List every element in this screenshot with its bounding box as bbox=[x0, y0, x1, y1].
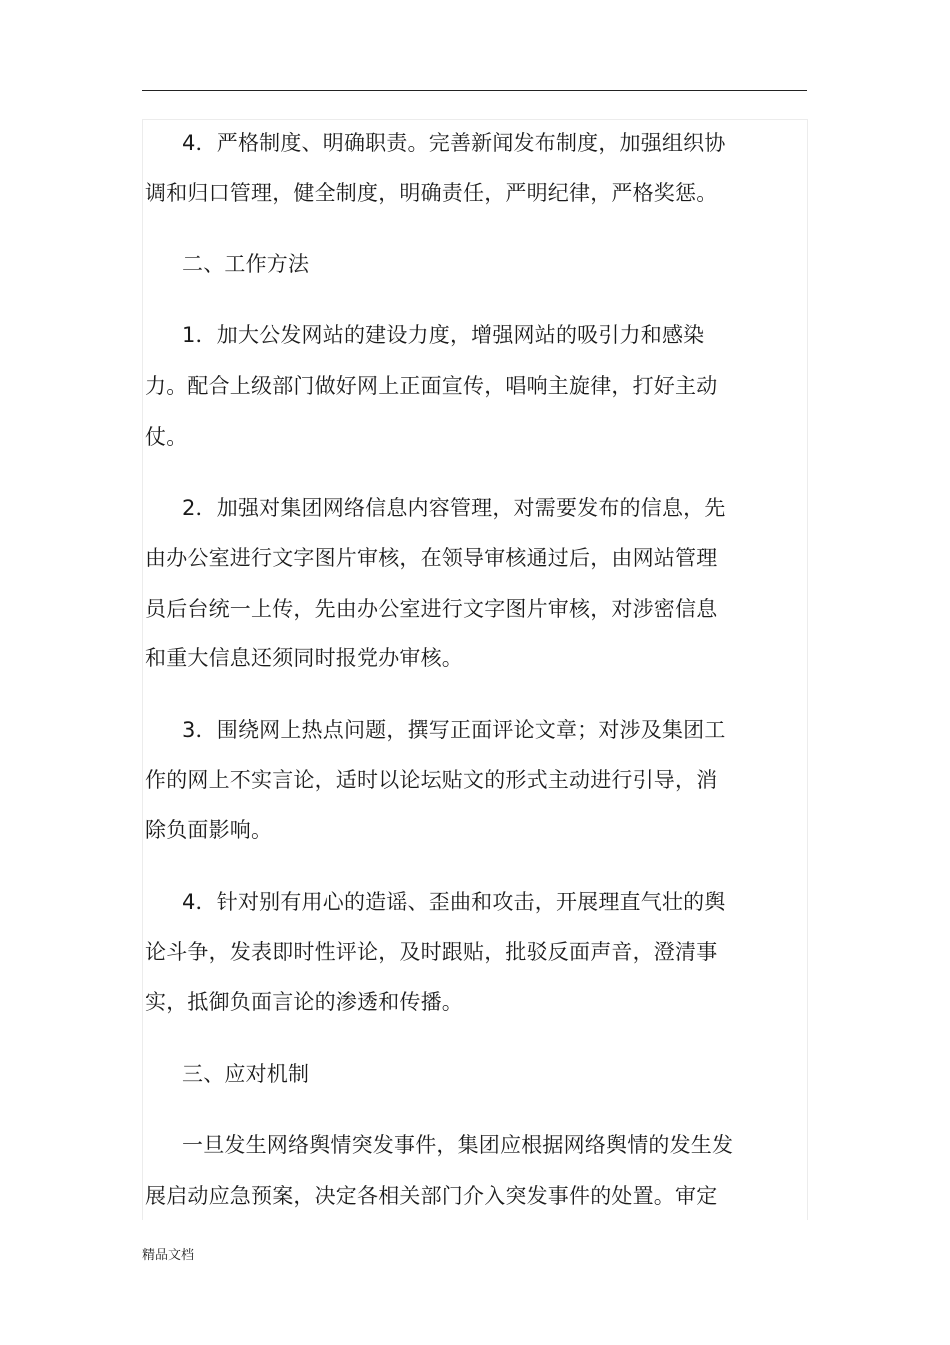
paragraph-line: 一旦发生网络舆情突发事件，集团应根据网络舆情的发生发 bbox=[182, 1133, 734, 1157]
paragraph-line: 由办公室进行文字图片审核，在领导审核通过后，由网站管理 bbox=[145, 546, 718, 570]
section-heading: 三、应对机制 bbox=[182, 1062, 310, 1086]
paragraph-line: 作的网上不实言论，适时以论坛贴文的形式主动进行引导，消 bbox=[145, 768, 718, 792]
paragraph-line: 力。配合上级部门做好网上正面宣传，唱响主旋律，打好主动 bbox=[145, 374, 718, 398]
paragraph-line: 2．加强对集团网络信息内容管理，对需要发布的信息，先 bbox=[182, 496, 726, 520]
paragraph-line: 调和归口管理，健全制度，明确责任，严明纪律，严格奖惩。 bbox=[145, 181, 718, 205]
footer-label: 精品文档 bbox=[142, 1248, 195, 1263]
paragraph-line: 3．围绕网上热点问题，撰写正面评论文章；对涉及集团工 bbox=[182, 718, 726, 742]
header-rule bbox=[142, 90, 807, 91]
paragraph-line: 论斗争，发表即时性评论，及时跟贴，批驳反面声音，澄清事 bbox=[145, 940, 718, 964]
paragraph-line: 1．加大公发网站的建设力度，增强网站的吸引力和感染 bbox=[182, 323, 705, 347]
paragraph-line: 展启动应急预案，决定各相关部门介入突发事件的处置。审定 bbox=[145, 1184, 718, 1208]
paragraph-line: 员后台统一上传，先由办公室进行文字图片审核，对涉密信息 bbox=[145, 597, 718, 621]
paragraph-line: 实，抵御负面言论的渗透和传播。 bbox=[145, 990, 463, 1014]
paragraph-line: 仗。 bbox=[145, 425, 188, 449]
paragraph-line: 4．严格制度、明确职责。完善新闻发布制度，加强组织协 bbox=[182, 131, 726, 155]
paragraph-line: 4．针对别有用心的造谣、歪曲和攻击，开展理直气壮的舆 bbox=[182, 890, 726, 914]
section-heading: 二、工作方法 bbox=[182, 252, 310, 276]
paragraph-line: 除负面影响。 bbox=[145, 818, 273, 842]
paragraph-line: 和重大信息还须同时报党办审核。 bbox=[145, 646, 463, 670]
